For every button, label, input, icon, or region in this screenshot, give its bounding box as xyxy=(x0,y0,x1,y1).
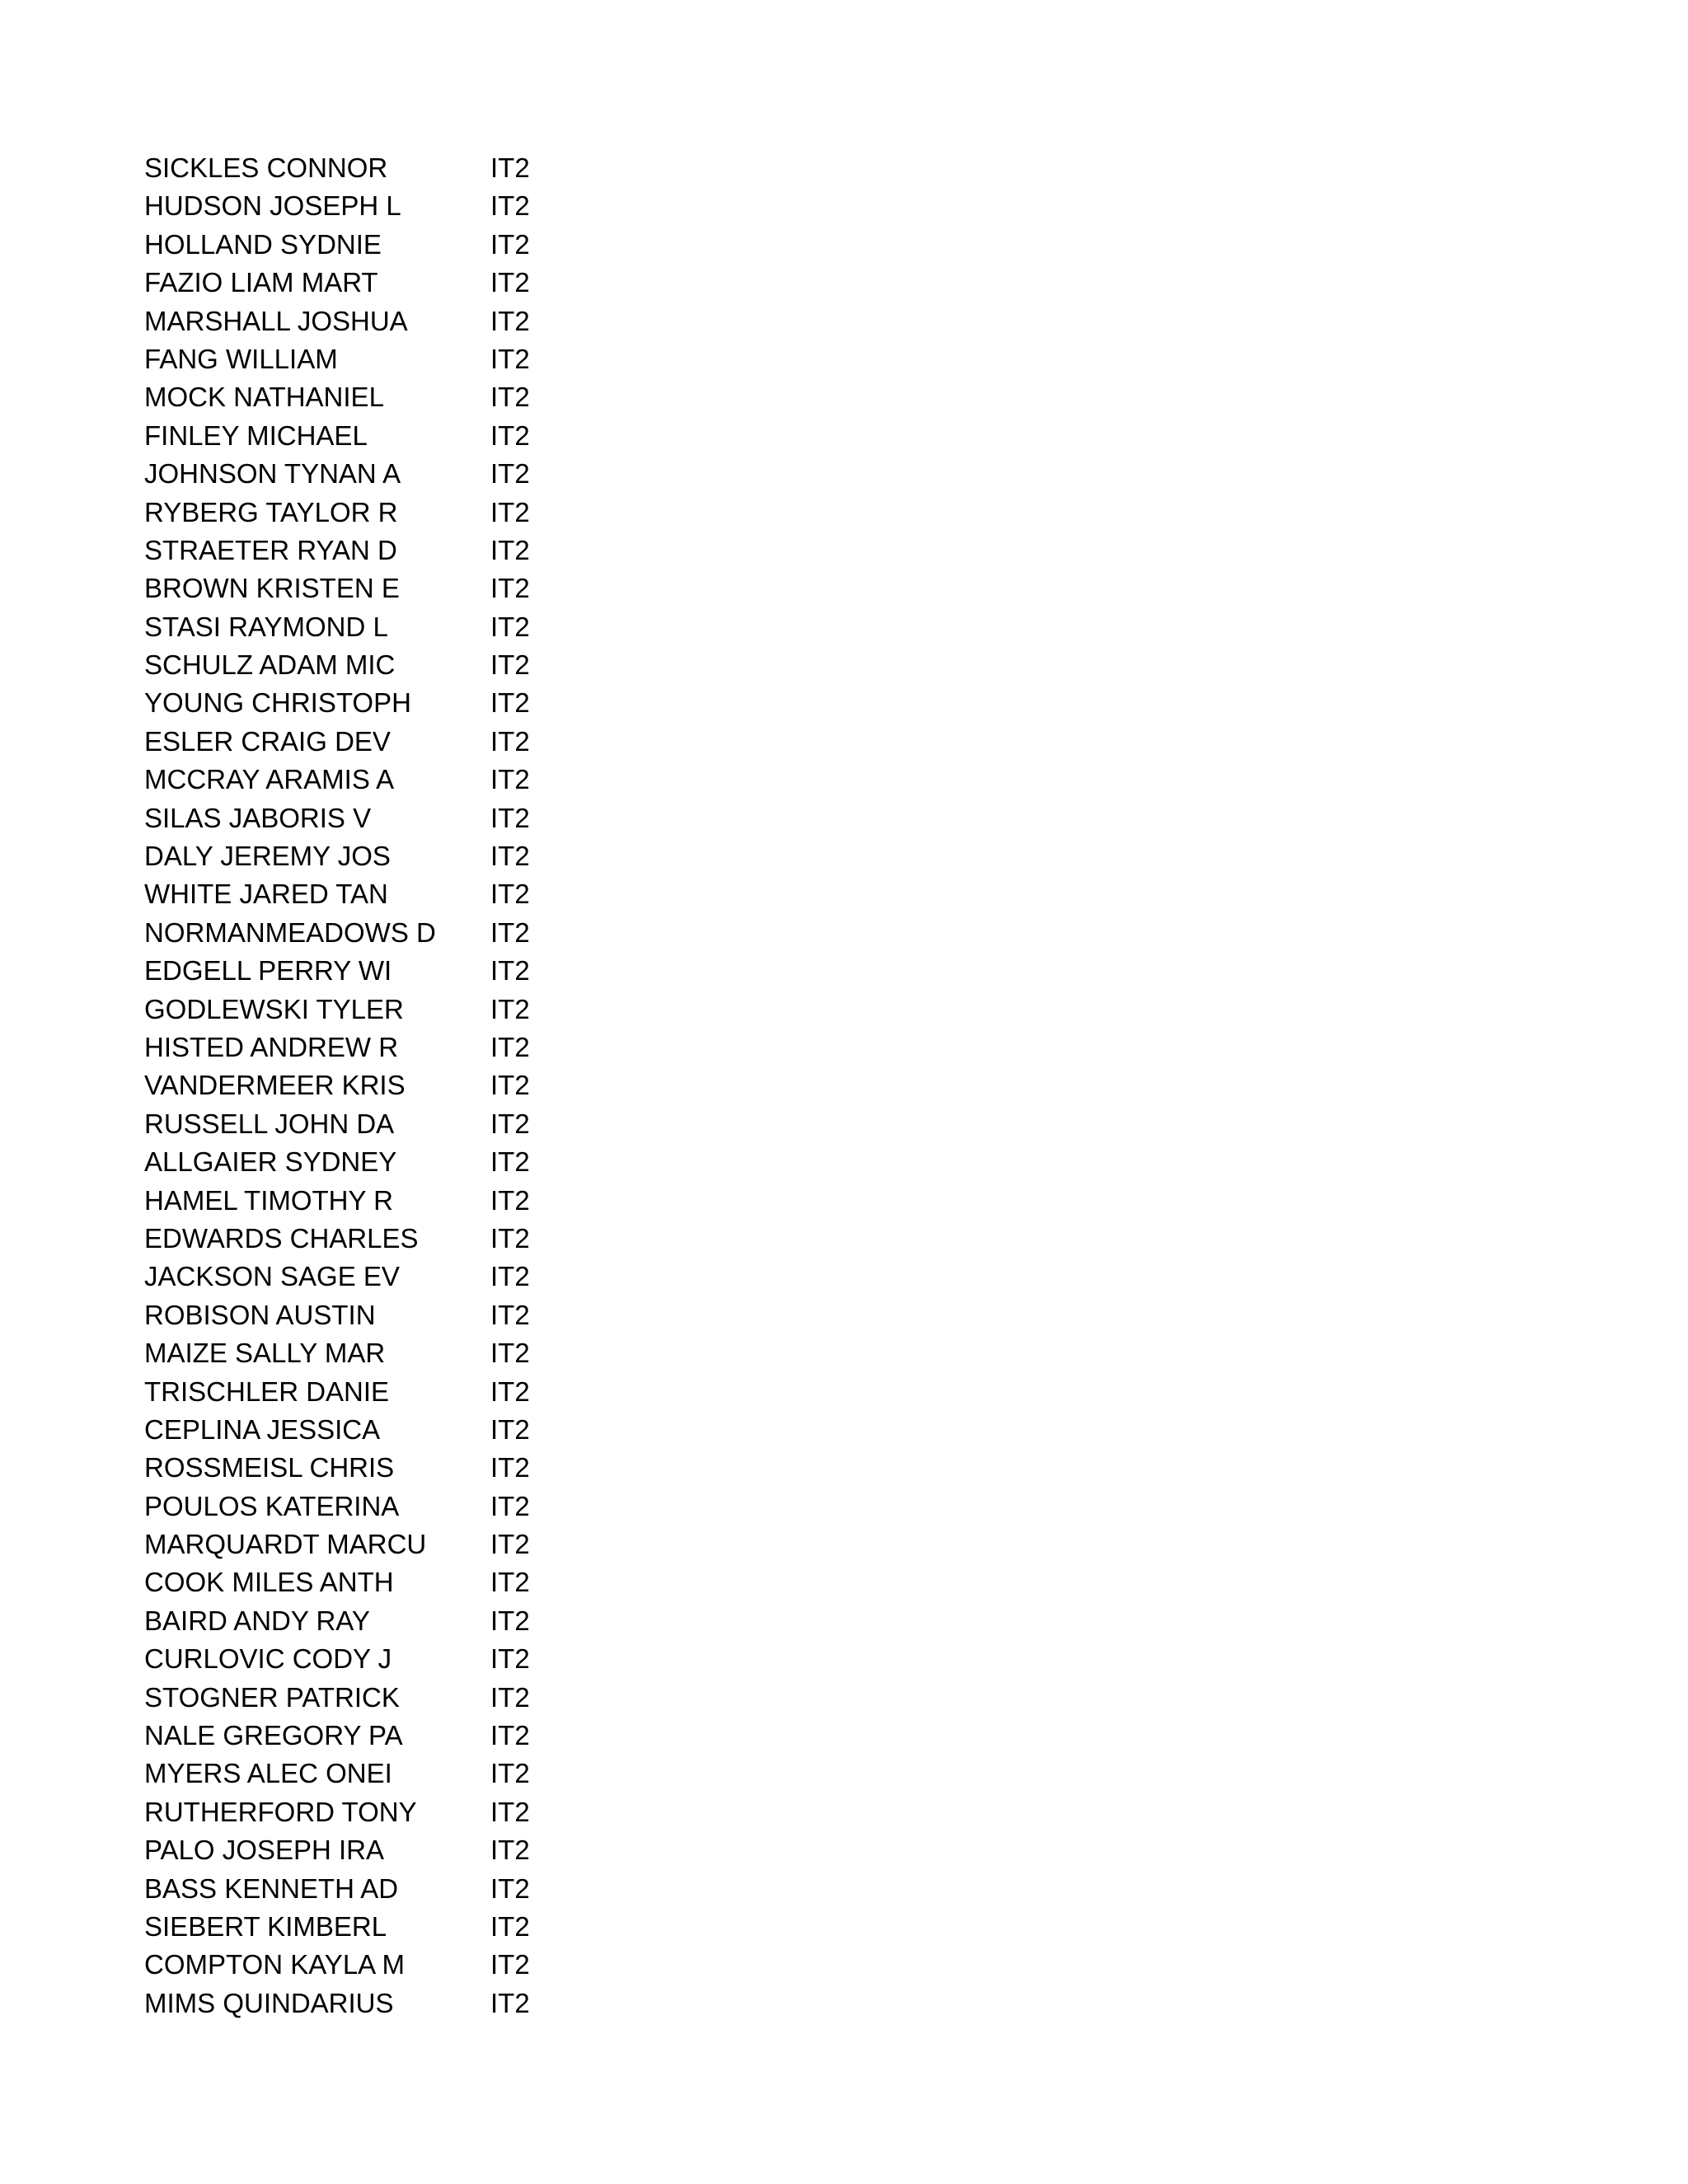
roster-name: EDWARDS CHARLES xyxy=(144,1222,419,1254)
roster-name: HUDSON JOSEPH L xyxy=(144,190,401,222)
roster-name: NORMANMEADOWS D xyxy=(144,916,436,948)
roster-row xyxy=(144,1946,639,1984)
roster-name: WHITE JARED TAN xyxy=(144,879,388,910)
roster-row xyxy=(144,378,639,416)
roster-rate: IT2 xyxy=(490,1835,530,1866)
roster-rate: IT2 xyxy=(490,1605,530,1636)
roster-rate: IT2 xyxy=(490,879,530,910)
roster-name: COMPTON KAYLA M xyxy=(144,1949,406,1980)
roster-rate: IT2 xyxy=(490,1452,530,1483)
roster-name: CEPLINA JESSICA xyxy=(144,1413,381,1445)
roster-name: ESLER CRAIG DEV xyxy=(144,725,391,757)
roster-row xyxy=(144,1985,639,2022)
roster-name: HISTED ANDREW R xyxy=(144,1031,399,1062)
roster-name: STOGNER PATRICK xyxy=(144,1681,400,1713)
roster-rate: IT2 xyxy=(490,1567,530,1598)
roster-name: TRISCHLER DANIE xyxy=(144,1376,390,1407)
roster-row xyxy=(144,1755,639,1793)
roster-row xyxy=(144,1526,639,1563)
roster-row xyxy=(144,875,639,913)
roster-row xyxy=(144,991,639,1029)
roster-rate: IT2 xyxy=(490,1413,530,1445)
roster-row xyxy=(144,1563,639,1601)
roster-row xyxy=(144,226,639,264)
roster-row xyxy=(144,532,639,569)
roster-name: FAZIO LIAM MART xyxy=(144,267,378,298)
roster-rate: IT2 xyxy=(490,1146,530,1178)
roster-row xyxy=(144,1717,639,1755)
roster-name: PALO JOSEPH IRA xyxy=(144,1835,384,1866)
roster-rate: IT2 xyxy=(490,1376,530,1407)
roster-name: MAIZE SALLY MAR xyxy=(144,1338,386,1369)
roster-row xyxy=(144,1296,639,1334)
roster-name: COOK MILES ANTH xyxy=(144,1567,394,1598)
roster-name: JOHNSON TYNAN A xyxy=(144,458,401,490)
roster-rate: IT2 xyxy=(490,1949,530,1980)
roster-rate: IT2 xyxy=(490,228,530,260)
roster-row xyxy=(144,1679,639,1717)
roster-row xyxy=(144,417,639,455)
roster-name: SILAS JABORIS V xyxy=(144,802,372,833)
roster-name: RUSSELL JOHN DA xyxy=(144,1108,395,1139)
roster-name: CURLOVIC CODY J xyxy=(144,1643,392,1675)
roster-rate: IT2 xyxy=(490,1796,530,1827)
roster-row xyxy=(144,455,639,493)
roster-rate: IT2 xyxy=(490,267,530,298)
roster-name: BROWN KRISTEN E xyxy=(144,573,400,604)
roster-rate: IT2 xyxy=(490,1758,530,1789)
roster-rate: IT2 xyxy=(490,611,530,642)
roster-name: DALY JEREMY JOS xyxy=(144,841,391,872)
roster-row xyxy=(144,1831,639,1869)
roster-name: FANG WILLIAM xyxy=(144,343,338,374)
roster-rate: IT2 xyxy=(490,1720,530,1751)
roster-rate: IT2 xyxy=(490,993,530,1024)
roster-name: GODLEWSKI TYLER xyxy=(144,993,404,1024)
roster-rate: IT2 xyxy=(490,305,530,336)
roster-row xyxy=(144,1602,639,1640)
roster-row xyxy=(144,723,639,761)
roster-row xyxy=(144,1908,639,1946)
roster-name: EDGELL PERRY WI xyxy=(144,955,392,987)
roster-name: MARSHALL JOSHUA xyxy=(144,305,408,336)
roster-row xyxy=(144,914,639,952)
roster-name: JACKSON SAGE EV xyxy=(144,1261,400,1292)
roster-row xyxy=(144,1220,639,1258)
roster-rate: IT2 xyxy=(490,1261,530,1292)
roster-rate: IT2 xyxy=(490,955,530,987)
roster-name: STRAETER RYAN D xyxy=(144,534,397,565)
roster-rate: IT2 xyxy=(490,419,530,451)
roster-name: SIEBERT KIMBERL xyxy=(144,1910,387,1942)
roster-rate: IT2 xyxy=(490,1184,530,1216)
roster-rate: IT2 xyxy=(490,1490,530,1521)
roster-name: ROBISON AUSTIN xyxy=(144,1299,376,1330)
roster-name: MIMS QUINDARIUS xyxy=(144,1987,394,2018)
roster-name: BASS KENNETH AD xyxy=(144,1872,399,1904)
roster-row xyxy=(144,1029,639,1066)
roster-rate: IT2 xyxy=(490,1529,530,1560)
roster-row xyxy=(144,684,639,722)
roster-rate: IT2 xyxy=(490,1643,530,1675)
roster-row xyxy=(144,1258,639,1296)
roster-name: HOLLAND SYDNIE xyxy=(144,228,382,260)
roster-rate: IT2 xyxy=(490,1910,530,1942)
roster-row xyxy=(144,1105,639,1143)
roster-rate: IT2 xyxy=(490,649,530,681)
roster-row xyxy=(144,187,639,225)
roster-name: NALE GREGORY PA xyxy=(144,1720,403,1751)
roster-rate: IT2 xyxy=(490,1070,530,1101)
roster-rate: IT2 xyxy=(490,190,530,222)
roster-rate: IT2 xyxy=(490,1987,530,2018)
roster-row xyxy=(144,149,639,187)
roster-row xyxy=(144,952,639,990)
roster-row xyxy=(144,1449,639,1487)
roster-row xyxy=(144,608,639,646)
roster-name: RUTHERFORD TONY xyxy=(144,1796,417,1827)
roster-rate: IT2 xyxy=(490,1338,530,1369)
roster-row xyxy=(144,1870,639,1908)
roster-row xyxy=(144,1143,639,1181)
roster-name: SCHULZ ADAM MIC xyxy=(144,649,396,681)
roster-rate: IT2 xyxy=(490,573,530,604)
roster-rate: IT2 xyxy=(490,841,530,872)
roster-rate: IT2 xyxy=(490,916,530,948)
roster-rate: IT2 xyxy=(490,1108,530,1139)
roster-rate: IT2 xyxy=(490,343,530,374)
roster-rate: IT2 xyxy=(490,725,530,757)
roster-row xyxy=(144,569,639,607)
roster-name: ALLGAIER SYDNEY xyxy=(144,1146,397,1178)
roster-name: MCCRAY ARAMIS A xyxy=(144,764,395,795)
roster-rate: IT2 xyxy=(490,802,530,833)
roster-name: SICKLES CONNOR xyxy=(144,152,388,183)
roster-name: POULOS KATERINA xyxy=(144,1490,400,1521)
roster-name: HAMEL TIMOTHY R xyxy=(144,1184,393,1216)
roster-name: MOCK NATHANIEL xyxy=(144,382,384,413)
roster-row xyxy=(144,1182,639,1220)
roster-rate: IT2 xyxy=(490,764,530,795)
roster-name: BAIRD ANDY RAY xyxy=(144,1605,370,1636)
roster-name: VANDERMEER KRIS xyxy=(144,1070,406,1101)
roster-row xyxy=(144,761,639,799)
roster-row xyxy=(144,340,639,378)
roster-row xyxy=(144,302,639,340)
roster-row xyxy=(144,1793,639,1831)
roster-rate: IT2 xyxy=(490,1299,530,1330)
roster-rate: IT2 xyxy=(490,687,530,719)
roster-name: MYERS ALEC ONEI xyxy=(144,1758,392,1789)
roster-rate: IT2 xyxy=(490,458,530,490)
roster-rate: IT2 xyxy=(490,152,530,183)
roster-rate: IT2 xyxy=(490,1872,530,1904)
roster-rate: IT2 xyxy=(490,1031,530,1062)
roster-row xyxy=(144,1411,639,1449)
roster-row xyxy=(144,1640,639,1678)
roster-rate: IT2 xyxy=(490,382,530,413)
roster-name: RYBERG TAYLOR R xyxy=(144,496,398,527)
roster-rate: IT2 xyxy=(490,534,530,565)
roster-name: MARQUARDT MARCU xyxy=(144,1529,427,1560)
roster-row xyxy=(144,799,639,837)
roster-row xyxy=(144,837,639,875)
roster-row xyxy=(144,1373,639,1411)
roster-row xyxy=(144,1488,639,1526)
roster-row xyxy=(144,264,639,302)
roster-name: YOUNG CHRISTOPH xyxy=(144,687,411,719)
roster-name: ROSSMEISL CHRIS xyxy=(144,1452,395,1483)
roster-rate: IT2 xyxy=(490,1681,530,1713)
roster-row xyxy=(144,1066,639,1104)
roster-list xyxy=(144,149,639,2022)
roster-name: STASI RAYMOND L xyxy=(144,611,388,642)
roster-row xyxy=(144,1334,639,1372)
roster-name: FINLEY MICHAEL xyxy=(144,419,368,451)
roster-row xyxy=(144,646,639,684)
roster-rate: IT2 xyxy=(490,1222,530,1254)
roster-row xyxy=(144,494,639,532)
roster-rate: IT2 xyxy=(490,496,530,527)
